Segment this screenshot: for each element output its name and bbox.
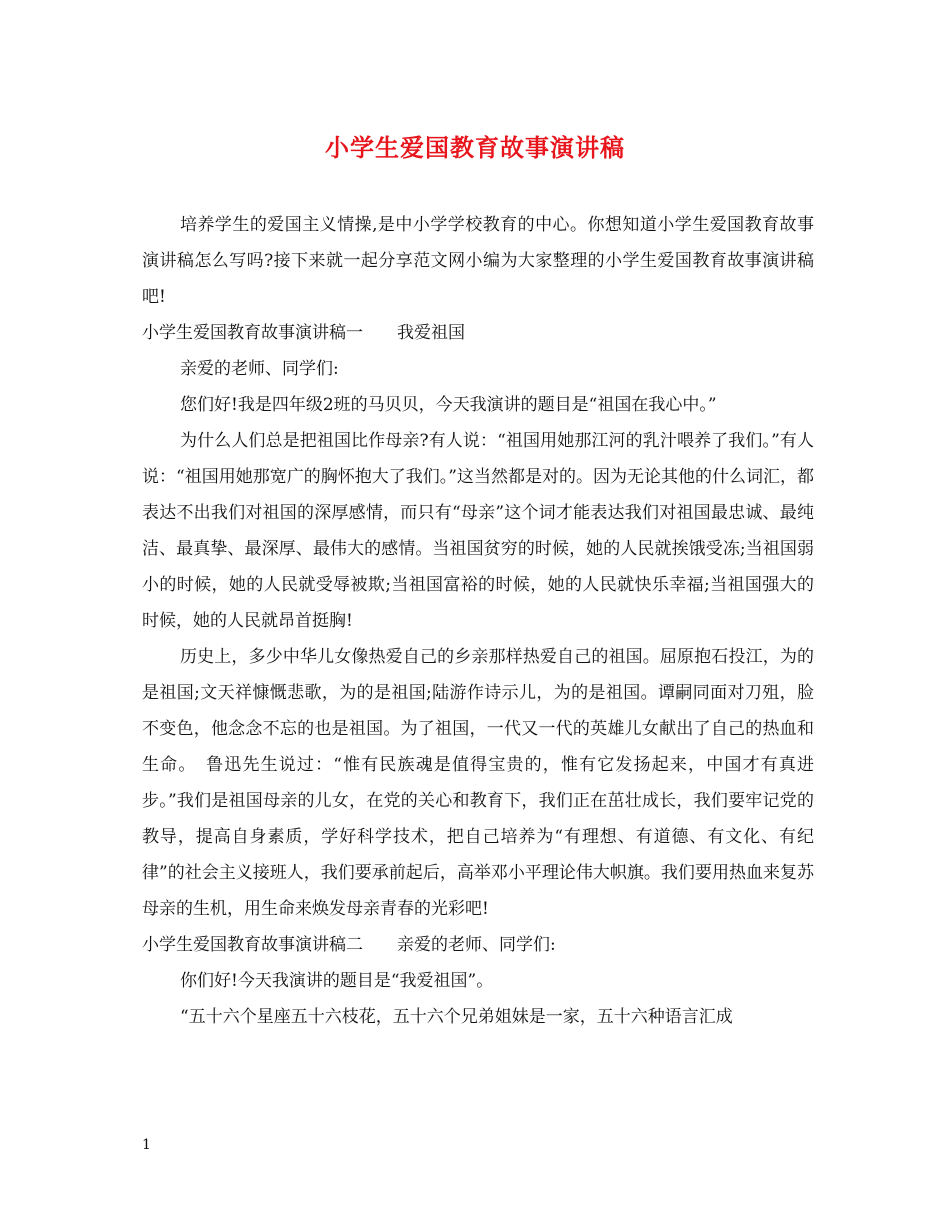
speech2-opening: 你们好!今天我演讲的题目是“我爱祖国”。 (180, 971, 494, 991)
speech1-greeting: 亲爱的老师、同学们: (180, 359, 339, 379)
intro-paragraph: 培养学生的爱国主义情操,是中小学学校教育的中心。你想知道小学生爱国教育故事演讲稿怎么写吗?接下来就一起分享范文网小编为大家整理的小学生爱国教育故事演讲稿吧! (142, 215, 814, 307)
speech1-paragraph-2: 历史上，多少中华儿女像热爱自己的乡亲那样热爱自己的祖国。屈原抱石投江，为的是祖国;文天祥慷慨悲歌，为的是祖国;陆游作诗示儿，为的是祖国。谭嗣同面对刀殂，脸不变色，他念念不忘的也是祖国。为了祖国，一代又一代的英雄儿女献出了自己的热血和生命。 鲁迅先生说过：“惟有民族魂是值得宝贵的，惟有它发扬起来，中国才有真进步。”我们是祖国母亲的儿女，在党的关心和教育下，我们正在茁壮成长，我们要牢记党的教导，提高自身素质，学好科学技术，把自己培养为“有理想、有道德、有文化、有纪律”的社会主义接班人，我们要承前起后，高举邓小平理论伟大帜旗。我们要用热血来复苏母亲的生机，用生命来焕发母亲青春的光彩吧! (142, 647, 814, 919)
page-number: 1 (142, 1137, 151, 1153)
speech1-opening: 您们好!我是四年级2班的马贝贝，今天我演讲的题目是“祖国在我心中。” (180, 395, 717, 415)
document-title: 小学生爱国教育故事演讲稿 (325, 133, 625, 162)
speech2-paragraph-1: “五十六个星座五十六枝花，五十六个兄弟姐妹是一家，五十六种语言汇成 (180, 1007, 733, 1027)
speech1-heading: 小学生爱国教育故事演讲稿一 我爱祖国 (142, 323, 465, 343)
speech2-heading: 小学生爱国教育故事演讲稿二 亲爱的老师、同学们: (142, 935, 556, 955)
speech1-paragraph-1: 为什么人们总是把祖国比作母亲?有人说：“祖国用她那江河的乳汁喂养了我们。”有人说：“祖国用她那宽广的胸怀抱大了我们。”这当然都是对的。因为无论其他的什么词汇，都表达不出我们对祖国的深厚感情，而只有“母亲”这个词才能表达我们对祖国最忠诚、最纯洁、最真挚、最深厚、最伟大的感情。当祖国贫穷的时候，她的人民就挨饿受冻;当祖国弱小的时候，她的人民就受辱被欺;当祖国富裕的时候，她的人民就快乐幸福;当祖国强大的时候，她的人民就昂首挺胸! (142, 431, 814, 631)
document-body (142, 207, 814, 1035)
